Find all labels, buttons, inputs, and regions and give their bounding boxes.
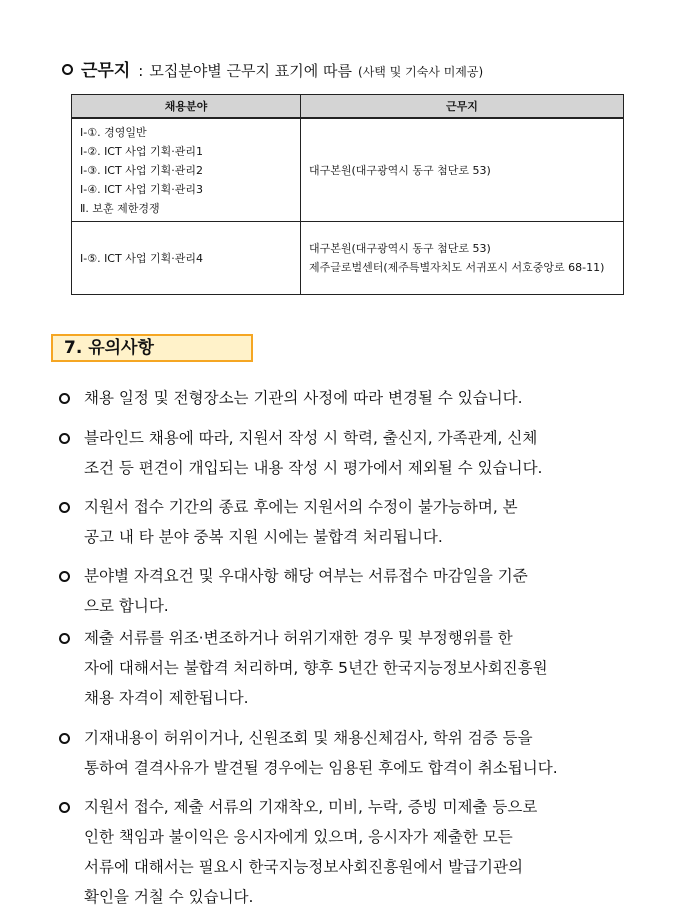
note-item [58,492,638,552]
note-item [58,561,638,621]
notes-list [58,383,638,912]
note-line: 분야별 자격요건 및 우대사항 해당 여부는 서류접수 마감일을 기준 [84,567,528,585]
note-line: 으로 합니다. [84,597,169,615]
note-line: 조건 등 편견이 개입되는 내용 작성 시 평가에서 제외될 수 있습니다. [84,459,543,477]
note-item [58,723,638,783]
field-line: Ⅰ-④. ICT 사업 기획·관리3 [80,182,203,196]
field-cell [72,222,301,295]
field-line: Ⅰ-⑤. ICT 사업 기획·관리4 [80,251,203,265]
location-line: 대구본원(대구광역시 동구 첨단로 53) [309,242,491,255]
circle-bullet-icon [59,633,70,644]
circle-bullet-icon [59,733,70,744]
circle-bullet-icon [62,64,73,75]
circle-bullet-icon [59,502,70,513]
note-item [58,792,638,912]
table-header-row [72,95,624,119]
note-item [58,383,638,413]
note-line: 채용 일정 및 전형장소는 기관의 사정에 따라 변경될 수 있습니다. [84,389,523,407]
note-line: 기재내용이 허위이거나, 신원조회 및 채용신체검사, 학위 검증 등을 [84,729,533,747]
note-line: 서류에 대해서는 필요시 한국지능정보사회진흥원에서 발급기관의 [84,858,523,876]
note-item [58,423,638,483]
work-location-table [71,94,624,295]
field-line: Ⅰ-③. ICT 사업 기획·관리2 [80,163,203,177]
field-line: Ⅱ. 보훈 제한경쟁 [80,201,160,215]
location-line: 대구본원(대구광역시 동구 첨단로 53) [309,163,491,177]
note-line: 통하여 결격사유가 발견될 경우에는 임용된 후에도 합격이 취소됩니다. [84,759,558,777]
field-line: Ⅰ-②. ICT 사업 기획·관리1 [80,144,203,158]
work-location-separator: : [138,62,144,80]
field-line: Ⅰ-①. 경영일반 [80,125,147,139]
section-title: 7. 유의사항 [51,334,253,362]
circle-bullet-icon [59,433,70,444]
note-line: 지원서 접수 기간의 종료 후에는 지원서의 수정이 불가능하며, 본 [84,498,518,516]
note-item [58,623,638,713]
work-location-heading [62,56,483,81]
header-location: 근무지 [301,95,624,119]
table-row [72,118,624,222]
work-location-note: (사택 및 기숙사 미제공) [358,65,484,79]
circle-bullet-icon [59,571,70,582]
work-location-text: 모집분야별 근무지 표기에 따름 [149,62,353,80]
table-row [72,222,624,295]
location-line: 제주글로벌센터(제주특별자치도 서귀포시 서호중앙로 68-11) [309,261,605,274]
note-line: 블라인드 채용에 따라, 지원서 작성 시 학력, 출신지, 가족관계, 신체 [84,429,538,447]
note-line: 공고 내 타 분야 중복 지원 시에는 불합격 처리됩니다. [84,528,443,546]
note-line: 확인을 거칠 수 있습니다. [84,888,254,906]
header-field: 채용분야 [72,95,301,119]
field-cell [72,118,301,222]
note-line: 채용 자격이 제한됩니다. [84,689,249,707]
location-cell [301,118,624,222]
note-line: 자에 대해서는 불합격 처리하며, 향후 5년간 한국지능정보사회진흥원 [84,659,548,677]
location-cell [301,222,624,295]
note-line: 인한 책임과 불이익은 응시자에게 있으며, 응시자가 제출한 모든 [84,828,513,846]
work-location-keyword: 근무지 [81,61,131,81]
circle-bullet-icon [59,393,70,404]
note-line: 지원서 접수, 제출 서류의 기재착오, 미비, 누락, 증빙 미제출 등으로 [84,798,538,816]
circle-bullet-icon [59,802,70,813]
note-line: 제출 서류를 위조·변조하거나 허위기재한 경우 및 부정행위를 한 [84,629,513,647]
